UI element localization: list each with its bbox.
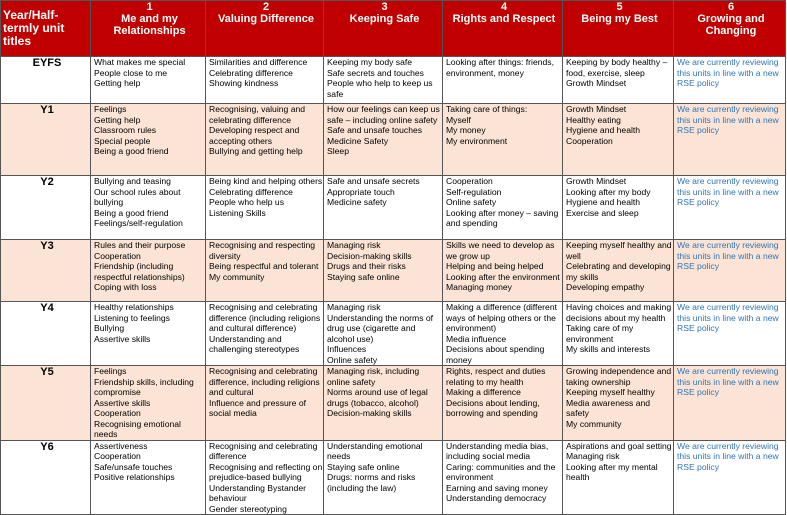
- topic-line: Looking after the environment: [446, 271, 560, 282]
- topic-line: Norms around use of legal drugs (tobacco, alcohol): [327, 387, 428, 408]
- table-body: [1, 57, 786, 515]
- topic-line: Growth Mindset: [566, 104, 627, 114]
- topic-line: My money: [446, 125, 486, 135]
- topic-line: Understanding media bias, including social media: [446, 440, 549, 461]
- table-row: [1, 57, 786, 104]
- topic-line: Growth Mindset: [566, 176, 627, 186]
- column-header-3: 3 Keeping Safe: [324, 1, 443, 57]
- topic-line: Understanding the norms of drug use (cigarette and alcohol use): [327, 312, 434, 344]
- topic-line: We are currently reviewing this units in line with a new RSE policy: [677, 240, 779, 271]
- unit-cell-3: [324, 440, 443, 515]
- topic-line: We are currently reviewing this units in line with a new RSE policy: [677, 57, 779, 88]
- topic-line: Keeping myself healthy: [566, 387, 655, 397]
- unit-cell-4: [443, 57, 563, 104]
- unit-cell-2: [206, 176, 324, 240]
- topic-line: Recognising and celebrating difference (including religions and cultural difference): [209, 302, 321, 333]
- topic-line: Having choices and making decisions about my health: [566, 302, 672, 323]
- unit-cell-1: [91, 240, 206, 302]
- topic-line: Feelings: [94, 366, 127, 376]
- unit-cell-3: [324, 302, 443, 366]
- topic-line: Decisions about lending, borrowing and spending: [446, 397, 540, 418]
- unit-cell-1: [91, 302, 206, 366]
- column-header-1: 1 Me and my Relationships: [91, 1, 206, 57]
- unit-cell-5: [563, 104, 674, 176]
- topic-line: Cooperation: [94, 451, 141, 461]
- topic-line: Earning and saving money: [446, 482, 548, 493]
- topic-line: Managing risk, including online safety: [327, 366, 420, 387]
- unit-cell-4: [443, 302, 563, 366]
- topic-line: My community: [209, 271, 265, 282]
- topic-line: Decision-making skills: [327, 408, 412, 418]
- topic-line: Feelings/self-regulation: [94, 218, 183, 228]
- topic-line: Online safety: [446, 197, 497, 207]
- year-label: Y3: [1, 240, 91, 302]
- topic-line: Staying safe online: [327, 461, 400, 472]
- topic-line: Getting help: [94, 114, 141, 125]
- topic-line: Recognising and celebrating difference: [209, 440, 318, 461]
- topic-line: Recognising and reflecting on prejudice-based bullying: [209, 461, 323, 482]
- unit-cell-1: [91, 440, 206, 515]
- topic-line: Recognising and celebrating difference, including religions and cultural: [209, 366, 320, 397]
- unit-cell-1: [91, 366, 206, 441]
- topic-line: Managing risk: [566, 451, 620, 461]
- topic-line: Bullying: [94, 323, 125, 333]
- unit-cell-6: [674, 57, 786, 104]
- unit-cell-6: [674, 440, 786, 515]
- topic-line: Recognising emotional needs: [94, 418, 181, 439]
- topic-line: Medicine safety: [327, 197, 387, 207]
- topic-line: Coping with loss: [94, 282, 157, 292]
- header-row: [1, 1, 786, 57]
- topic-line: Rights, respect and duties relating to my health: [446, 366, 546, 387]
- topic-line: Online safety: [327, 354, 378, 365]
- topic-line: My skills and interests: [566, 344, 651, 354]
- column-header-5: 5 Being my Best: [563, 1, 674, 57]
- topic-line: Decision-making skills: [327, 250, 412, 261]
- unit-cell-4: [443, 104, 563, 176]
- topic-line: Looking after money – saving and spending: [446, 207, 559, 228]
- unit-cell-3: [324, 240, 443, 302]
- topic-line: Special people: [94, 135, 151, 146]
- unit-cell-6: [674, 302, 786, 366]
- unit-cell-4: [443, 366, 563, 441]
- unit-cell-2: [206, 104, 324, 176]
- topic-line: Bullying and getting help: [209, 146, 303, 156]
- topic-line: Cooperation: [446, 176, 493, 186]
- topic-line: Growing independence and taking ownership: [566, 366, 672, 387]
- topic-line: Hygiene and health: [566, 197, 641, 207]
- unit-cell-3: [324, 176, 443, 240]
- topic-line: People who help us: [209, 197, 285, 207]
- topic-line: My community: [566, 418, 622, 429]
- topic-line: Cooperation: [94, 408, 141, 418]
- topic-line: Staying safe online: [327, 271, 400, 282]
- topic-line: Influences: [327, 344, 367, 354]
- topic-line: Taking care of things:: [446, 104, 528, 114]
- column-header-4: 4 Rights and Respect: [443, 1, 563, 57]
- topic-line: People close to me: [94, 67, 168, 78]
- topic-line: Drugs: norms and risks (including the law): [327, 472, 416, 493]
- topic-line: Managing risk: [327, 240, 381, 250]
- topic-line: Influence and pressure of social media: [209, 397, 306, 418]
- topic-line: Making a difference: [446, 387, 521, 397]
- topic-line: How our feelings can keep us safe – including online safety: [327, 104, 440, 125]
- unit-cell-6: [674, 240, 786, 302]
- topic-line: Appropriate touch: [327, 186, 395, 197]
- topic-line: People who help to keep us safe: [327, 78, 433, 99]
- topic-line: Managing risk: [327, 302, 381, 312]
- topic-line: Decisions about spending money: [446, 344, 545, 365]
- unit-cell-5: [563, 440, 674, 515]
- topic-line: Positive relationships: [94, 472, 175, 482]
- topic-line: Recognising and respecting diversity: [209, 240, 316, 261]
- topic-line: Drugs and their risks: [327, 261, 406, 271]
- topic-line: Listening to feelings: [94, 312, 170, 323]
- topic-line: Understanding emotional needs: [327, 440, 423, 461]
- unit-cell-5: [563, 240, 674, 302]
- topic-line: Assertiveness: [94, 440, 148, 451]
- year-label: Y2: [1, 176, 91, 240]
- corner-header: Year/Half-termly unit titles: [1, 1, 91, 57]
- year-label: Y1: [1, 104, 91, 176]
- topic-line: Medicine Safety: [327, 135, 389, 146]
- topic-line: Classroom rules: [94, 125, 157, 135]
- topic-line: Friendship skills, including compromise: [94, 376, 194, 397]
- topic-line: Celebrating and developing my skills: [566, 261, 671, 282]
- topic-line: Listening Skills: [209, 207, 266, 218]
- topic-line: Celebrating difference: [209, 67, 293, 78]
- topic-line: Self-regulation: [446, 186, 502, 197]
- topic-line: Understanding democracy: [446, 493, 547, 503]
- topic-line: Hygiene and health: [566, 125, 641, 135]
- topic-line: Media influence: [446, 333, 507, 344]
- topic-line: Helping and being helped: [446, 261, 544, 271]
- topic-line: Media awareness and safety: [566, 397, 651, 418]
- unit-cell-2: [206, 240, 324, 302]
- unit-cell-1: [91, 176, 206, 240]
- topic-line: Showing kindness: [209, 78, 279, 88]
- year-label: Y5: [1, 366, 91, 441]
- topic-line: Taking care of my environment: [566, 323, 634, 344]
- table-row: [1, 366, 786, 441]
- topic-line: Similarities and difference: [209, 57, 308, 67]
- topic-line: Rules and their purpose: [94, 240, 186, 250]
- topic-line: Being a good friend: [94, 146, 169, 156]
- topic-line: Cooperation: [566, 135, 613, 146]
- topic-line: Managing money: [446, 282, 512, 292]
- unit-cell-2: [206, 440, 324, 515]
- unit-cell-4: [443, 176, 563, 240]
- unit-cell-3: [324, 57, 443, 104]
- topic-line: Being a good friend: [94, 207, 169, 218]
- topic-line: Safe and unsafe touches: [327, 125, 423, 135]
- unit-cell-4: [443, 240, 563, 302]
- topic-line: Growth Mindset: [566, 78, 627, 88]
- unit-cell-5: [563, 302, 674, 366]
- topic-line: Gender stereotyping: [209, 503, 287, 514]
- topic-line: We are currently reviewing this units in line with a new RSE policy: [677, 440, 779, 472]
- topic-line: Recognising, valuing and celebrating difference: [209, 104, 306, 125]
- year-label: EYFS: [1, 57, 91, 104]
- table-row: [1, 240, 786, 302]
- table-row: [1, 104, 786, 176]
- topic-line: Cooperation: [94, 250, 141, 261]
- topic-line: Skills we need to develop as we grow up: [446, 240, 555, 261]
- topic-line: We are currently reviewing this units in line with a new RSE policy: [677, 176, 779, 207]
- unit-cell-3: [324, 366, 443, 441]
- unit-cell-1: [91, 57, 206, 104]
- unit-cell-6: [674, 104, 786, 176]
- topic-line: Sleep: [327, 146, 349, 156]
- topic-line: Myself: [446, 114, 471, 125]
- topic-line: Safe secrets and touches: [327, 67, 424, 78]
- unit-cell-6: [674, 366, 786, 441]
- unit-cell-4: [443, 440, 563, 515]
- table-row: [1, 302, 786, 366]
- unit-cell-6: [674, 176, 786, 240]
- unit-cell-5: [563, 57, 674, 104]
- topic-line: Looking after my mental health: [566, 461, 658, 482]
- unit-cell-2: [206, 302, 324, 366]
- unit-cell-3: [324, 104, 443, 176]
- topic-line: Making a difference (different ways of helping others or the environment): [446, 302, 557, 333]
- unit-cell-1: [91, 104, 206, 176]
- topic-line: We are currently reviewing this units in line with a new RSE policy: [677, 302, 779, 333]
- unit-cell-5: [563, 366, 674, 441]
- table-row: [1, 176, 786, 240]
- topic-line: Being respectful and tolerant: [209, 261, 319, 271]
- topic-line: What makes me special: [94, 57, 186, 67]
- topic-line: Healthy relationships: [94, 302, 174, 312]
- topic-line: Celebrating difference: [209, 186, 293, 197]
- topic-line: Assertive skills: [94, 333, 151, 344]
- topic-line: Understanding and challenging stereotypes: [209, 333, 300, 354]
- topic-line: Exercise and sleep: [566, 207, 639, 218]
- table-row: [1, 440, 786, 515]
- topic-line: Keeping myself healthy and well: [566, 240, 672, 261]
- topic-line: We are currently reviewing this units in line with a new RSE policy: [677, 366, 779, 397]
- topic-line: Assertive skills: [94, 397, 151, 408]
- topic-line: Developing empathy: [566, 282, 645, 292]
- column-header-6: 6 Growing and Changing: [674, 1, 786, 57]
- topic-line: Bullying and teasing: [94, 176, 171, 186]
- topic-line: Feelings: [94, 104, 127, 114]
- year-label: Y6: [1, 440, 91, 515]
- unit-cell-2: [206, 366, 324, 441]
- topic-line: Caring: communities and the environment: [446, 461, 556, 482]
- unit-cell-5: [563, 176, 674, 240]
- column-header-2: 2 Valuing Difference: [206, 1, 324, 57]
- topic-line: Understanding Bystander behaviour: [209, 482, 306, 503]
- topic-line: Safe and unsafe secrets: [327, 176, 420, 186]
- topic-line: My environment: [446, 135, 508, 146]
- topic-line: Safe/unsafe touches: [94, 461, 173, 472]
- topic-line: Keeping by body healthy – food, exercise, sleep: [566, 57, 668, 78]
- year-label: Y4: [1, 302, 91, 366]
- topic-line: Looking after things: friends, environment, money: [446, 57, 554, 78]
- topic-line: Friendship (including respectful relationships): [94, 261, 185, 282]
- topic-line: We are currently reviewing this units in line with a new RSE policy: [677, 104, 779, 135]
- topic-line: Looking after my body: [566, 186, 651, 197]
- topic-line: Keeping my body safe: [327, 57, 413, 67]
- topic-line: Aspirations and goal setting: [566, 440, 672, 451]
- topic-line: Being kind and helping others: [209, 176, 323, 186]
- topic-line: Our school rules about bullying: [94, 186, 181, 207]
- topic-line: Getting help: [94, 78, 141, 88]
- topic-line: Healthy eating: [566, 114, 621, 125]
- topic-line: Developing respect and accepting others: [209, 125, 300, 146]
- unit-cell-2: [206, 57, 324, 104]
